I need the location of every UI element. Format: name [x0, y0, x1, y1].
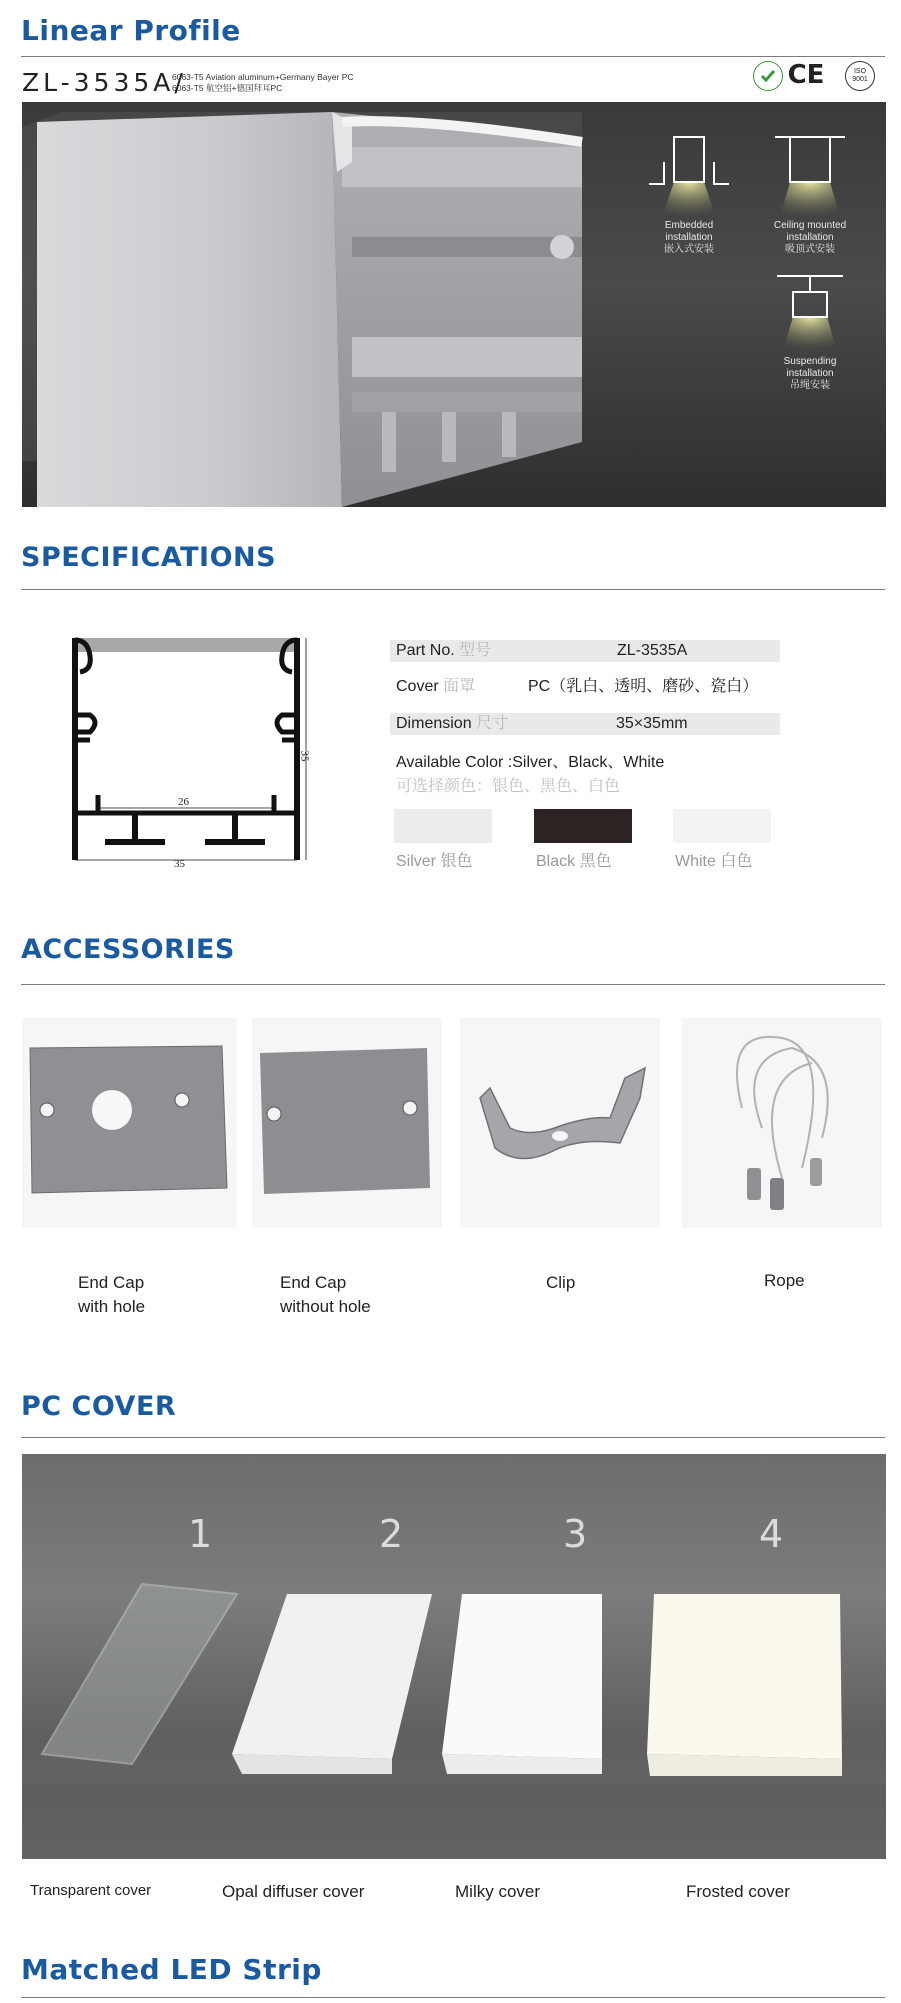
section-divider [21, 984, 885, 985]
drawing-height: 35 [298, 750, 311, 762]
section-title-specifications: SPECIFICATIONS [21, 542, 277, 573]
section-title-accessories: ACCESSORIES [21, 934, 235, 965]
cover-number-4: 4 [759, 1512, 784, 1556]
cover-number-1: 1 [188, 1512, 213, 1556]
section-divider [21, 56, 885, 57]
drawing-width: 35 [174, 858, 185, 870]
section-divider [21, 1437, 885, 1438]
color-label-white: White 白色 [675, 853, 753, 870]
rope-image [682, 1018, 882, 1228]
cover-label-opal-diffuser: Opal diffuser cover [222, 1882, 365, 1901]
cover-label-milky: Milky cover [455, 1882, 541, 1901]
ceiling-mounted-installation-icon [765, 132, 855, 222]
suspending-installation-label: Suspending installation 吊绳安装 [783, 356, 837, 391]
ceiling-mounted-installation-label: Ceiling mounted installation 吸顶式安装 [773, 220, 847, 255]
section-title-linear-profile: Linear Profile [21, 14, 241, 47]
spec-row-cover: Cover 面罩 PC（乳白、透明、磨砂、瓷白） [396, 678, 759, 695]
section-divider [21, 589, 885, 590]
embedded-installation-icon [644, 132, 734, 222]
cover-label-frosted: Frosted cover [686, 1882, 790, 1901]
section-title-pc-cover: PC COVER [21, 1391, 177, 1422]
rohs-icon [753, 61, 783, 91]
color-swatch-black [534, 809, 632, 843]
color-label-black: Black 黑色 [536, 853, 612, 870]
accessory-label-end-cap-without-hole: End Cap without hole [280, 1273, 371, 1316]
color-swatch-silver [394, 809, 492, 843]
spec-row-part-no: Part No. 型号 ZL-3535A [390, 640, 780, 662]
end-cap-with-hole-image [22, 1018, 237, 1228]
iso-icon: ISO 9001 [845, 61, 875, 91]
spec-row-dimension: Dimension 尺寸 35×35mm [390, 713, 780, 735]
product-hero-image [22, 102, 886, 507]
clip-image [460, 1018, 660, 1228]
end-cap-without-hole-image [252, 1018, 442, 1228]
accessory-label-clip: Clip [546, 1273, 576, 1292]
embedded-installation-label: Embedded installation 嵌入式安装 [664, 220, 714, 255]
accessory-label-end-cap-with-hole: End Cap with hole [78, 1273, 146, 1316]
suspending-installation-icon [765, 272, 855, 352]
available-color-cn: 可选择颜色：银色、黑色、白色 [396, 778, 621, 795]
ce-icon: CE [787, 60, 825, 90]
model-number: ZL-3535A/ [22, 68, 187, 97]
cover-number-2: 2 [379, 1512, 404, 1556]
available-color-en: Available Color :Silver、Black、White [396, 754, 665, 771]
section-divider [21, 1997, 885, 1998]
pc-cover-samples-image [22, 1454, 886, 1859]
material-description: 6063-T5 Aviation aluminum+Germany Bayer PC 6063-T5 航空铝+德国拜耳PC [172, 72, 354, 93]
color-swatch-white [673, 809, 771, 843]
cover-label-transparent: Transparent cover [30, 1882, 152, 1899]
accessory-label-rope: Rope [764, 1271, 805, 1290]
cover-number-3: 3 [563, 1512, 588, 1556]
section-title-matched-led-strip: Matched LED Strip [21, 1953, 322, 1986]
color-label-silver: Silver 银色 [396, 853, 473, 870]
profile-cross-section-drawing [50, 610, 320, 880]
drawing-inner-width: 26 [178, 796, 189, 808]
